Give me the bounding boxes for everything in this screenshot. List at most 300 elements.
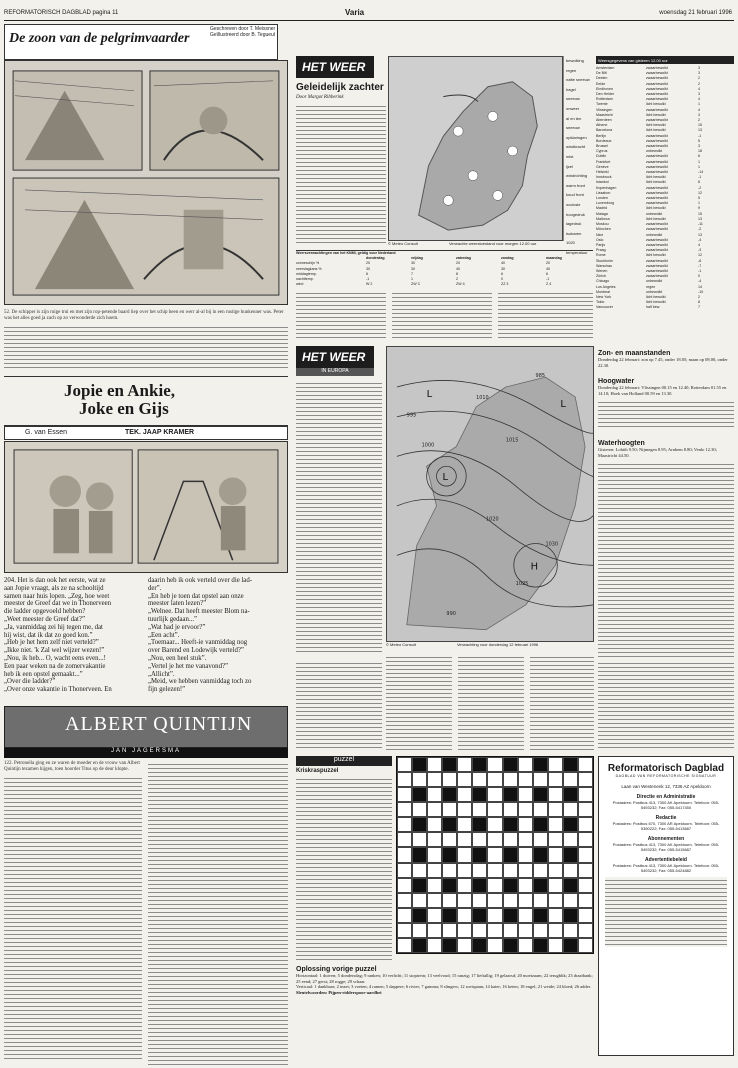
puzzle-cell (412, 863, 427, 878)
world-cell-name: Londen (596, 196, 608, 201)
puzzle-cell (487, 863, 502, 878)
puzzle-cell (578, 923, 593, 938)
comic2-line: „Welnee. Dat heeft meester Blom na- (148, 608, 250, 616)
cell: ZZ 3 (501, 282, 509, 287)
comic2-header (4, 376, 288, 426)
puzzle-cell (412, 757, 427, 772)
comic2-line: „Heb je het hem zelf niet verteld?” (4, 639, 99, 647)
puzzle-cell (442, 847, 457, 862)
puzzle-cell (578, 863, 593, 878)
world-cell-w: onbewolkt (646, 149, 663, 154)
world-cell-t: -1 (698, 133, 702, 138)
puzzle-cell (518, 802, 533, 817)
world-cell-w: licht bewolkt (646, 112, 666, 117)
world-cell-t: 18 (698, 149, 702, 154)
puzzle-cell (472, 893, 487, 908)
serial-author: JAN JAGERSMA (4, 748, 288, 758)
puzzle-cell (548, 802, 563, 817)
world-cell-t: 5 (698, 138, 700, 143)
puzzle-cell (397, 863, 412, 878)
world-cell-name: Rotterdam (596, 97, 613, 102)
world-cell-w: zwaarbewolkt (646, 66, 668, 70)
forecast-day: maandag (546, 256, 562, 261)
cell: 20 (546, 261, 550, 266)
comic2-line: „Een acht”. (148, 631, 180, 639)
weather-article-col3 (392, 290, 492, 340)
comic2-line: Een paar weken na de zomervakantie (4, 662, 106, 670)
comic2-line: „Nou, ik heb... O, wacht eens even...! (4, 654, 106, 662)
comic2-line: „Wat had je ervoor?” (148, 623, 206, 631)
world-cell-w: zwaarbewolkt (646, 274, 668, 279)
forecast-row-label: neerslagkans % (296, 266, 322, 271)
section-title: Varia (345, 8, 365, 17)
puzzle-cell (548, 772, 563, 787)
cell: 20 (456, 261, 460, 266)
comic2-line: hij wist, dat ik dat zo goed kon.” (4, 631, 93, 639)
paper-subtitle: DAGBLAD VAN REFORMATORISCHE SIGNATUUR (615, 774, 717, 778)
isobar-label: 990 (446, 610, 456, 617)
puzzle-cell (563, 772, 578, 787)
puzzle-cell (487, 832, 502, 847)
legend-item: mist (566, 153, 574, 159)
world-cell-t: 4 (698, 86, 700, 91)
puzzle-cell (487, 938, 502, 953)
puzzle-cell (503, 893, 518, 908)
tide-box (598, 378, 734, 429)
colophon-section-title: Abonnementen (647, 836, 685, 842)
cell: 30 (366, 266, 370, 271)
cell: 6 (366, 271, 368, 276)
forecast-day: zondag (501, 256, 514, 261)
serial-intro: 122. Petronella ging en ze waren de moeder en de vrouw van Albert Quintijn tezamen hijgen, toen hoorder Titus op de deur klopte. (4, 761, 140, 772)
puzzle-cell (442, 893, 457, 908)
puzzle-cell (533, 938, 548, 953)
world-cell-name: Praag (596, 248, 606, 253)
comic2-line: fijn gelezen!” (148, 686, 186, 694)
puzzle-cell (533, 863, 548, 878)
legend-item: sneeuw (566, 96, 580, 102)
puzzle-title: puzzel (296, 756, 392, 766)
world-cell-t: 1 (698, 164, 700, 169)
colophon-section-title: Advertentiebeleid (645, 857, 687, 863)
puzzle-cell (487, 878, 502, 893)
map-caption (388, 241, 593, 249)
map-caption-right: Verwachte weerstoestand voor morgen 12.00 uur (448, 241, 537, 246)
world-cell-t: 15 (698, 123, 702, 128)
cell: Z 4 (546, 282, 552, 287)
comic2-title2: Joke en Gijs (79, 399, 169, 418)
puzzle-cell (442, 787, 457, 802)
cell: 40 (501, 261, 505, 266)
puzzle-cell (472, 772, 487, 787)
world-cell-w: zwaarbewolkt (646, 263, 668, 268)
world-cell-name: Aberdeen (596, 118, 612, 123)
isobar-label: 1015 (505, 437, 519, 444)
comic2-line: daarin heb ik ook verteld over die lad- (148, 577, 252, 584)
weather-article-col2 (296, 290, 386, 340)
world-cell-t: 13 (698, 216, 702, 221)
puzzle-cell (518, 772, 533, 787)
comic1-textlines (4, 324, 288, 369)
world-cell-w: zwaarbewolkt (646, 154, 668, 159)
cell: 30 (501, 266, 505, 271)
puzzle-cell (563, 908, 578, 923)
puzzle-cell (457, 757, 472, 772)
world-cell-t: 15 (698, 211, 702, 216)
puzzle-cell (548, 878, 563, 893)
world-cell-w: licht bewolkt (646, 300, 666, 305)
legend-item: koud front (566, 192, 584, 198)
comic1-text-area (4, 310, 288, 370)
world-cell-w: onbewolkt (646, 289, 663, 294)
legend-item: isobaren (566, 230, 582, 236)
solution-title: Oplossing vorige puzzel (296, 966, 377, 973)
world-cell-w: onbewolkt (646, 279, 663, 284)
world-cell-name: Innsbruck (596, 175, 612, 180)
puzzle-cell (427, 772, 442, 787)
puzzle-cell (457, 802, 472, 817)
world-cell-name: Twente (596, 102, 608, 107)
comic1-credit: Geschreven door T. Meissner (210, 26, 276, 32)
puzzle-cell (397, 757, 412, 772)
colophon-sections (599, 794, 733, 873)
cell: 30 (411, 266, 415, 271)
forecast-title: Weersverwachtingen van het KNMI, geldig voor Nederland (296, 251, 396, 255)
puzzle-cell (397, 908, 412, 923)
puzzle-cell (397, 817, 412, 832)
puzzle-cell (487, 817, 502, 832)
world-cell-t: 8 (698, 300, 700, 305)
comic1-title: De zoon van de pelgrimvaarder (9, 31, 190, 46)
puzzle-cell (427, 863, 442, 878)
puzzle-cell (487, 923, 502, 938)
comic2-line: samen naar huis lopen. „Zeg, hoe weet (4, 592, 110, 600)
svg-text:H: H (530, 561, 539, 573)
world-cell-w: zwaarbewolkt (646, 268, 668, 273)
puzzle-cell (472, 757, 487, 772)
puzzle-cell (563, 878, 578, 893)
puzzle-cell (487, 802, 502, 817)
world-cell-name: New York (596, 294, 612, 299)
world-cell-w: zwaarbewolkt (646, 71, 668, 76)
puzzle-cell (412, 772, 427, 787)
puzzle-cell (442, 802, 457, 817)
legend-item: lagedruk (566, 221, 582, 227)
world-table (596, 66, 734, 311)
world-cell-name: Amsterdam (596, 66, 615, 70)
water-lines (598, 461, 734, 661)
puzzle-cell (578, 802, 593, 817)
world-cell-name: Madrid (596, 206, 607, 211)
world-cell-name: Cyprus (596, 149, 608, 154)
cell: W 2 (366, 282, 373, 287)
puzzle-cell (472, 878, 487, 893)
puzzle-cell (503, 757, 518, 772)
puzzle-cell (457, 817, 472, 832)
world-cell-name: Chicago (596, 279, 610, 284)
comic2-line: „Ikke niet. 'k Zal wel wijzer wezen!” (4, 647, 105, 655)
colophon (598, 756, 734, 1056)
europe-text-a (386, 654, 452, 750)
legend-item: windrichting (566, 173, 588, 179)
world-cell-name: Stockholm (596, 258, 613, 263)
world-cell-name: Genève (596, 164, 609, 169)
europe-logo: HET WEER (296, 346, 374, 368)
comic2-text-col-a (4, 577, 144, 694)
puzzle-cell (427, 832, 442, 847)
cell: 20 (366, 261, 370, 266)
puzzle-cell (503, 878, 518, 893)
europe-map (386, 346, 594, 642)
europe-caption (386, 642, 594, 650)
svg-text:L: L (426, 388, 433, 400)
isobar-label: 1010 (476, 394, 489, 401)
paper-title: Reformatorisch Dagblad (607, 763, 725, 774)
puzzle-cell (503, 938, 518, 953)
world-cell-w: zwaarbewolkt (646, 258, 668, 263)
puzzle-cell (427, 908, 442, 923)
puzzle-cell (548, 847, 563, 862)
puzzle-cell (578, 938, 593, 953)
world-cell-t: 12 (698, 253, 702, 258)
puzzle-cell (472, 832, 487, 847)
legend-item: al en ten sneeuw (566, 115, 582, 131)
puzzle-cell (472, 863, 487, 878)
world-cell-w: zwaarbewolkt (646, 196, 668, 201)
world-cell-name: Warschau (596, 263, 613, 268)
puzzle-cell (563, 938, 578, 953)
puzzle-cell (397, 923, 412, 938)
puzzle-cell (548, 832, 563, 847)
tide-title: Hoogwater (598, 378, 635, 385)
puzzle-cell (457, 772, 472, 787)
puzzle-cell (457, 923, 472, 938)
puzzle-cell (503, 817, 518, 832)
puzzle-cell (548, 817, 563, 832)
puzzle-cell (503, 802, 518, 817)
svg-text:L: L (560, 398, 566, 410)
puzzle-cell (442, 817, 457, 832)
puzzle-cell (412, 923, 427, 938)
world-cell-w: onbewolkt (646, 211, 663, 216)
puzzle-cell (457, 787, 472, 802)
world-cell-t: 1 (698, 102, 700, 107)
netherlands-map (388, 56, 563, 241)
comic2-line: „Ja, vanmiddag zei hij tegen me, dat (4, 623, 103, 631)
puzzle-cell (427, 893, 442, 908)
comic2-illustrator: TEK. JAAP KRAMER (125, 429, 195, 436)
world-cell-w: regen (646, 284, 656, 289)
puzzle-cell (518, 832, 533, 847)
isobar-label: 995 (406, 412, 417, 419)
world-cell-w: zwaarbewolkt (646, 237, 668, 242)
world-cell-w: zwaarbewolkt (646, 164, 668, 169)
puzzle-cell (427, 787, 442, 802)
forecast-day: zaterdag (456, 256, 471, 261)
comic2-line: „En heb je toen dat opstel aan onze (148, 592, 244, 600)
forecast-day: vrijdag (411, 256, 423, 261)
legend-item: warm front (566, 182, 585, 188)
world-cell-t: 2 (698, 76, 700, 81)
world-cell-t: 3 (698, 112, 700, 117)
puzzle-clues (296, 776, 392, 961)
cell: ZW 3 (411, 282, 420, 287)
tide-lines (598, 399, 734, 429)
comic2-text-col-b (148, 577, 288, 694)
puzzle-cell (472, 802, 487, 817)
world-cell-name: Moskou (596, 222, 609, 227)
puzzle-cell (412, 832, 427, 847)
puzzle-subtitle: Kriskraspuzzel (296, 768, 339, 774)
puzzle-cell (412, 847, 427, 862)
puzzle-cell (457, 893, 472, 908)
colophon-section-title: Directie en Administratie (636, 794, 696, 800)
world-cell-w: licht bewolkt (646, 253, 666, 258)
comic2-line: 204. Het is dan ook het eerste, wat ze (4, 577, 106, 584)
world-cell-w: zwaarbewolkt (646, 185, 668, 190)
map-caption-left: © Meteo Consult (388, 241, 418, 246)
comic2-line: „Meid, we hebben vanmiddag toch zo (148, 678, 252, 686)
europe-sublogo: IN EUROPA (296, 368, 374, 376)
world-cell-w: onbewolkt (646, 232, 663, 237)
comic2-title1: Jopie en Ankie, (64, 381, 175, 400)
world-cell-t: -2 (698, 185, 702, 190)
world-cell-t: 4 (698, 242, 700, 247)
puzzle-cell (412, 787, 427, 802)
isobar-label: 985 (535, 373, 545, 380)
puzzle-cell (427, 938, 442, 953)
puzzle-cell (518, 863, 533, 878)
puzzle-cell (397, 832, 412, 847)
puzzle-cell (442, 832, 457, 847)
world-cell-w: zwaarbewolkt (646, 107, 668, 112)
puzzle-cell (427, 817, 442, 832)
puzzle-cell (533, 802, 548, 817)
isobar-label: 1020 (486, 516, 499, 523)
serial-title: ALBERT QUINTIJN (65, 713, 253, 735)
puzzle-cell (578, 893, 593, 908)
world-cell-name: Istanbul (596, 180, 609, 185)
puzzle-cell (412, 893, 427, 908)
world-cell-name: Dublin (596, 154, 607, 159)
forecast-day: donderdag (366, 256, 385, 261)
world-cell-w: licht bewolkt (646, 180, 666, 185)
comic2-line: tuurlijk gedaan...” (148, 615, 198, 623)
world-cell-t: -1 (698, 268, 702, 273)
cell: ZW 4 (456, 282, 465, 287)
puzzle-cell (518, 923, 533, 938)
puzzle-cell (518, 787, 533, 802)
puzzle-cell (563, 923, 578, 938)
puzzle-cell (397, 847, 412, 862)
puzzle-cell (548, 757, 563, 772)
europe-caption-left: © Meteo Consult (386, 642, 416, 647)
world-cell-t: 4 (698, 107, 700, 112)
world-cell-t: 13 (698, 128, 702, 133)
puzzle-cell (487, 893, 502, 908)
world-cell-t: -3 (698, 248, 702, 253)
puzzle-cell (518, 908, 533, 923)
puzzle-cell (503, 772, 518, 787)
europe-text-c (530, 654, 594, 750)
legend-item: natte sneeuw (566, 77, 590, 83)
puzzle-cell (457, 878, 472, 893)
legend-item: occlusie (566, 201, 581, 207)
world-cell-name: Barcelona (596, 128, 613, 133)
puzzle-cell (427, 847, 442, 862)
puzzle-cell (518, 817, 533, 832)
world-cell-name: Malaga (596, 211, 608, 216)
weather-legend (563, 56, 593, 255)
comic2-line: „Over onze vakantie in Thonerveen. En (4, 686, 112, 694)
world-cell-t: 7 (698, 305, 700, 310)
world-cell-w: zwaarbewolkt (646, 159, 668, 164)
puzzle-cell (412, 878, 427, 893)
world-cell-w: zwaarbewolkt (646, 81, 668, 86)
world-cell-name: Berlijn (596, 133, 606, 138)
legend-item: 1020 temperatuur (566, 240, 588, 255)
water-box (598, 440, 734, 661)
puzzle-cell (487, 787, 502, 802)
world-cell-name: München (596, 227, 611, 232)
world-cell-name: Tokio (596, 300, 605, 305)
puzzle-cell (578, 832, 593, 847)
forecast-row-label: zonneschijn % (296, 261, 320, 266)
world-cell-name: Brussel (596, 144, 608, 149)
puzzle-cell (563, 787, 578, 802)
svg-text:L: L (442, 472, 448, 484)
world-cell-w: licht bewolkt (646, 102, 666, 107)
cell: -1 (546, 277, 550, 282)
puzzle-cell (442, 908, 457, 923)
comic1-artwork (4, 60, 288, 305)
colophon-lines (605, 877, 727, 947)
puzzle-cell (472, 847, 487, 862)
weather-logo: HET WEER (296, 56, 374, 78)
isobar-label: 1025 (515, 581, 529, 588)
forecast-table (296, 250, 593, 287)
colophon-section-text: Postadres: Postbus 670, 7300 AR Apeldoorn. Telefoon: 055-5390222; Fax: 055-5413687 (612, 821, 720, 831)
world-cell-t: 3 (698, 92, 700, 97)
world-cell-w: licht bewolkt (646, 216, 666, 221)
serial-banner (4, 706, 288, 748)
puzzle-cell (578, 908, 593, 923)
puzzle-cell (472, 938, 487, 953)
puzzle-cell (503, 847, 518, 862)
puzzle-cell (487, 847, 502, 862)
legend-item: regen (566, 67, 577, 73)
puzzle-cell (442, 757, 457, 772)
puzzle-cell (533, 923, 548, 938)
world-cell-t: 12 (698, 190, 702, 195)
world-cell-t: 14 (698, 284, 702, 289)
cell: 40 (546, 266, 550, 271)
puzzle-cell (472, 787, 487, 802)
cell: -1 (366, 277, 370, 282)
world-cell-t: 3 (698, 66, 700, 70)
puzzle-cell (457, 938, 472, 953)
sun-text: Donderdag 22 februari: zon op 7.45, onder 18.05; maan op 08.00, onder 22.30. (598, 357, 728, 368)
puzzle-cell (397, 878, 412, 893)
puzzle-cell (503, 923, 518, 938)
puzzle-cell (548, 938, 563, 953)
puzzle-cell (412, 938, 427, 953)
world-cell-name: Wenen (596, 268, 608, 273)
world-cell-w: zwaarbewolkt (646, 190, 668, 195)
world-cell-w: licht bewolkt (646, 294, 666, 299)
world-cell-t: 3 (698, 144, 700, 149)
puzzle-cell (427, 923, 442, 938)
